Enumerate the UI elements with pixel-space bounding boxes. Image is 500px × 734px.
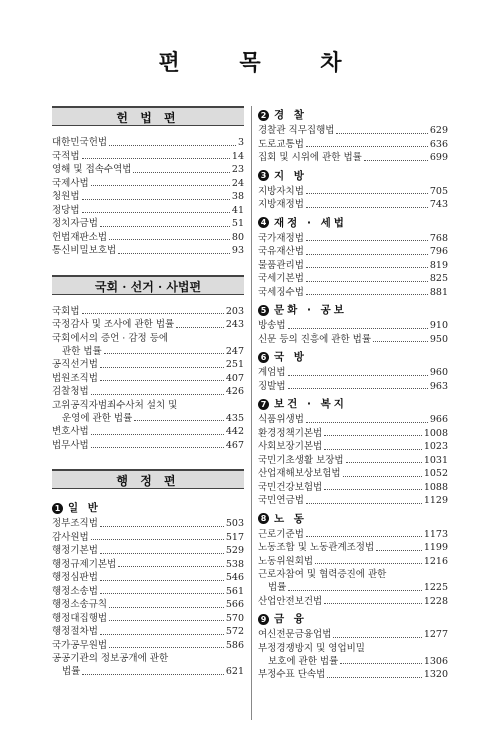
leader-dots xyxy=(134,420,224,421)
page-number: 23 xyxy=(231,164,244,175)
page-title: 편 목 차 xyxy=(158,50,368,76)
toc-entry-title: 도로교통법 xyxy=(258,138,304,150)
page-number: 825 xyxy=(429,273,448,284)
toc-entry-title: 법률 xyxy=(62,666,81,677)
leader-dots xyxy=(100,380,224,381)
toc-column-right xyxy=(258,106,448,684)
toc-entry-title: 보호에 관한 법률 xyxy=(268,655,339,667)
page-number: 435 xyxy=(225,412,244,424)
page-number: 586 xyxy=(225,639,244,651)
leader-dots xyxy=(100,580,224,581)
leader-dots xyxy=(82,199,230,200)
toc-entry-title: 행정기본법 xyxy=(52,545,98,556)
page-number: 1031 xyxy=(423,454,448,466)
toc-entry-title: 노동위원회법 xyxy=(258,555,314,567)
leader-dots xyxy=(109,647,224,648)
toc-list xyxy=(258,413,448,508)
leader-dots xyxy=(133,172,229,173)
toc-entry[interactable] xyxy=(52,150,244,164)
subsection-heading xyxy=(52,499,244,517)
leader-dots xyxy=(109,607,224,608)
leader-dots xyxy=(118,566,224,567)
page-number: 963 xyxy=(429,380,448,392)
toc-entry-title: 행정대집행법 xyxy=(52,612,108,624)
circled-number-icon: 5 xyxy=(258,305,269,316)
page-number: 881 xyxy=(429,286,448,298)
leader-dots xyxy=(306,240,428,241)
page-number: 529 xyxy=(225,545,244,556)
toc-entry-title: 정부조직법 xyxy=(52,518,98,529)
leader-dots xyxy=(100,634,224,635)
toc-entry[interactable] xyxy=(258,272,448,286)
page-number: 1225 xyxy=(423,582,448,593)
toc-entry-title: 지방재정법 xyxy=(258,199,304,210)
page-number: 38 xyxy=(231,191,244,202)
toc-entry-title: 징발법 xyxy=(258,380,286,392)
toc-entry[interactable] xyxy=(258,232,448,246)
toc-entry-title: 지방자치법 xyxy=(258,185,304,197)
leader-dots xyxy=(306,294,428,295)
leader-dots xyxy=(324,489,422,490)
toc-entry[interactable] xyxy=(52,136,244,150)
toc-entry[interactable] xyxy=(258,151,448,165)
page-number: 3 xyxy=(237,137,244,148)
leader-dots xyxy=(306,254,428,255)
leader-dots xyxy=(288,388,428,389)
toc-entry[interactable] xyxy=(52,531,244,545)
toc-entry-title: 노동조합 및 노동관계조정법 xyxy=(258,542,375,553)
toc-entry[interactable] xyxy=(52,204,244,218)
toc-entry-title: 법원조직법 xyxy=(52,372,98,384)
toc-entry[interactable] xyxy=(52,571,244,585)
toc-entry[interactable] xyxy=(52,345,244,359)
leader-dots xyxy=(343,476,422,477)
toc-entry-title: 환경정책기본법 xyxy=(258,427,323,439)
toc-entry-title: 행정소송법 xyxy=(52,585,98,597)
toc-entry-title-line: 부정경쟁방지 및 영업비밀 xyxy=(258,642,365,654)
toc-entry-title-line: 공공기관의 정보공개에 관한 xyxy=(52,653,169,664)
page-number: 1129 xyxy=(423,495,448,506)
leader-dots xyxy=(91,434,224,435)
toc-entry[interactable] xyxy=(52,625,244,639)
subsection-heading xyxy=(258,214,448,232)
toc-entry-title: 청원법 xyxy=(52,191,80,202)
toc-entry-title: 국가공무원법 xyxy=(52,639,108,651)
page-number: 247 xyxy=(225,345,244,357)
page-number: 743 xyxy=(429,199,448,210)
page-number: 1228 xyxy=(423,595,448,607)
toc-list xyxy=(52,517,244,679)
subsection-heading xyxy=(258,106,448,124)
toc-entry[interactable] xyxy=(52,412,244,426)
toc-entry[interactable] xyxy=(52,544,244,558)
section-heading: 행 정 편 xyxy=(52,469,244,489)
toc-entry[interactable] xyxy=(52,177,244,191)
toc-entry-title: 행정심판법 xyxy=(52,572,98,583)
toc-entry[interactable] xyxy=(258,124,448,138)
toc-entry-title: 정당법 xyxy=(52,204,80,216)
page-number: 1199 xyxy=(423,542,448,553)
leader-dots xyxy=(100,367,224,368)
toc-entry[interactable] xyxy=(258,628,448,642)
toc-entry[interactable] xyxy=(258,541,448,555)
toc-entry[interactable] xyxy=(52,385,244,399)
toc-entry[interactable] xyxy=(258,245,448,259)
page-number: 1173 xyxy=(423,528,448,540)
page-number: 1216 xyxy=(423,555,448,567)
toc-entry[interactable] xyxy=(258,138,448,152)
page-number: 950 xyxy=(429,333,448,345)
page-number: 910 xyxy=(429,320,448,331)
toc-entry-title: 국회법 xyxy=(52,305,80,317)
subsection-label: 재정 · 세법 xyxy=(274,216,347,229)
leader-dots xyxy=(104,353,224,354)
page-number: 538 xyxy=(225,558,244,570)
leader-dots xyxy=(306,267,428,268)
toc-entry[interactable] xyxy=(52,558,244,572)
leader-dots xyxy=(306,503,422,504)
toc-entry[interactable] xyxy=(258,528,448,542)
leader-dots xyxy=(315,563,422,564)
subsection-label: 지 방 xyxy=(274,169,307,182)
toc-entry[interactable] xyxy=(258,467,448,481)
subsection-label: 경 찰 xyxy=(274,109,307,121)
page-number: 636 xyxy=(429,138,448,150)
toc-entry-title: 물품관리법 xyxy=(258,259,304,271)
subsection-heading xyxy=(258,167,448,185)
toc-entry[interactable] xyxy=(52,665,244,679)
page-number: 819 xyxy=(429,259,448,271)
leader-dots xyxy=(306,281,428,282)
leader-dots xyxy=(340,663,422,664)
leader-dots xyxy=(91,447,224,448)
circled-number-icon: 8 xyxy=(258,513,269,524)
toc-entry[interactable] xyxy=(258,440,448,454)
leader-dots xyxy=(91,185,230,186)
toc-entry-title: 산업안전보건법 xyxy=(258,595,323,607)
page-number: 705 xyxy=(429,185,448,197)
subsection-heading xyxy=(258,395,448,413)
leader-dots xyxy=(100,526,224,527)
leader-dots xyxy=(327,677,422,678)
toc-entry-title: 국제사법 xyxy=(52,177,89,189)
toc-entry[interactable] xyxy=(258,454,448,468)
page-number: 699 xyxy=(429,152,448,163)
toc-entry[interactable] xyxy=(258,481,448,495)
toc-entry[interactable] xyxy=(258,555,448,569)
leader-dots xyxy=(373,341,428,342)
toc-entry[interactable] xyxy=(258,333,448,347)
toc-entry-title: 경찰관 직무집행법 xyxy=(258,125,335,136)
toc-entry[interactable] xyxy=(258,380,448,394)
circled-number-icon: 7 xyxy=(258,399,269,410)
toc-entry[interactable] xyxy=(258,494,448,508)
toc-entry-title: 행정소송규칙 xyxy=(52,599,108,610)
page-number: 1306 xyxy=(423,655,448,667)
leader-dots xyxy=(306,193,428,194)
leader-dots xyxy=(324,603,422,604)
toc-entry-title: 방송법 xyxy=(258,320,286,331)
page-number: 1008 xyxy=(423,427,448,439)
leader-dots xyxy=(82,313,224,314)
toc-entry-title: 산업재해보상보험법 xyxy=(258,468,341,479)
leader-dots xyxy=(324,435,422,436)
toc-list xyxy=(52,136,244,258)
leader-dots xyxy=(333,637,421,638)
toc-entry[interactable] xyxy=(258,198,448,212)
toc-entry-title: 근로기준법 xyxy=(258,528,304,540)
page-number: 1088 xyxy=(423,481,448,493)
toc-entry-title: 공직선거법 xyxy=(52,359,98,370)
leader-dots xyxy=(306,207,428,208)
toc-entry[interactable] xyxy=(258,286,448,300)
toc-entry[interactable] xyxy=(52,163,244,177)
toc-entry[interactable] xyxy=(52,244,244,258)
leader-dots xyxy=(306,146,428,147)
toc-entry-title: 계엄법 xyxy=(258,367,286,378)
leader-dots xyxy=(176,327,224,328)
page-number: 966 xyxy=(429,414,448,425)
toc-entry[interactable] xyxy=(258,655,448,669)
toc-entry[interactable] xyxy=(52,425,244,439)
toc-entry-title: 국민건강보험법 xyxy=(258,481,323,493)
toc-entry[interactable] xyxy=(52,598,244,612)
toc-list xyxy=(52,305,244,453)
toc-entry[interactable] xyxy=(52,439,244,453)
section-gap xyxy=(52,260,244,275)
toc-entry[interactable] xyxy=(52,231,244,245)
toc-entry[interactable] xyxy=(258,259,448,273)
toc-list xyxy=(258,628,448,682)
toc-list xyxy=(258,366,448,393)
toc-entry[interactable] xyxy=(52,517,244,531)
toc-entry[interactable] xyxy=(52,217,244,231)
leader-dots xyxy=(91,539,224,540)
leader-dots xyxy=(288,375,428,376)
page-number: 1023 xyxy=(423,441,448,452)
toc-entry[interactable] xyxy=(258,427,448,441)
toc-entry-title: 국민기초생활 보장법 xyxy=(258,454,344,466)
toc-entry-title: 검찰청법 xyxy=(52,386,89,397)
page-number: 1320 xyxy=(423,669,448,680)
leader-dots xyxy=(82,674,224,675)
page-number: 1277 xyxy=(423,629,448,640)
page-number: 960 xyxy=(429,367,448,378)
toc-entry-title: 식품위생법 xyxy=(258,414,304,425)
toc-list xyxy=(258,528,448,609)
toc-entry-title: 행정규제기본법 xyxy=(52,558,117,570)
circled-number-icon: 1 xyxy=(52,503,63,514)
toc-entry[interactable] xyxy=(258,413,448,427)
toc-entry-title: 변호사법 xyxy=(52,426,89,437)
page-number: 426 xyxy=(225,386,244,397)
toc-entry-title-line: 근로자참여 및 협력증진에 관한 xyxy=(258,569,387,580)
toc-entry-title: 대한민국헌법 xyxy=(52,137,108,148)
toc-entry-title: 집회 및 시위에 관한 법률 xyxy=(258,152,362,163)
leader-dots xyxy=(109,620,224,621)
toc-list xyxy=(258,232,448,300)
leader-dots xyxy=(376,550,422,551)
page-number: 517 xyxy=(225,531,244,543)
page-number: 442 xyxy=(225,426,244,437)
leader-dots xyxy=(109,145,236,146)
page-number: 570 xyxy=(225,612,244,624)
toc-entry[interactable] xyxy=(258,595,448,609)
toc-entry[interactable] xyxy=(52,190,244,204)
toc-entry-title: 통신비밀보호법 xyxy=(52,245,117,256)
leader-dots xyxy=(91,394,224,395)
toc-entry-title: 여신전문금융업법 xyxy=(258,629,332,640)
toc-entry[interactable] xyxy=(52,612,244,626)
toc-entry[interactable] xyxy=(52,585,244,599)
page-number: 572 xyxy=(225,626,244,637)
leader-dots xyxy=(109,239,230,240)
toc-entry-title: 관한 법률 xyxy=(62,345,102,357)
page-number: 24 xyxy=(231,177,244,189)
toc-entry[interactable] xyxy=(258,668,448,682)
leader-dots xyxy=(288,590,421,591)
toc-entry-title-line: 고위공직자범죄수사처 설치 및 xyxy=(52,399,178,411)
page-number: 503 xyxy=(225,518,244,529)
leader-dots xyxy=(346,462,422,463)
leader-dots xyxy=(364,160,428,161)
toc-entry[interactable] xyxy=(52,372,244,386)
page-number: 51 xyxy=(231,218,244,229)
circled-number-icon: 2 xyxy=(258,110,269,121)
page-number: 243 xyxy=(225,319,244,330)
subsection-label: 노 동 xyxy=(274,512,307,525)
toc-entry-title: 사회보장기본법 xyxy=(258,441,323,452)
page-number: 93 xyxy=(231,245,244,256)
toc-entry-title: 정치자금법 xyxy=(52,218,98,229)
page-number: 203 xyxy=(225,305,244,317)
toc-entry-title: 운영에 관한 법률 xyxy=(62,412,133,424)
toc-entry-title: 국정감사 및 조사에 관한 법률 xyxy=(52,319,175,330)
subsection-heading xyxy=(258,348,448,366)
leader-dots xyxy=(306,536,422,537)
page-number: 467 xyxy=(225,439,244,451)
toc-entry[interactable] xyxy=(258,185,448,199)
circled-number-icon: 9 xyxy=(258,614,269,625)
subsection-heading xyxy=(258,301,448,319)
page-number: 251 xyxy=(225,359,244,370)
toc-entry-title: 행정절차법 xyxy=(52,626,98,637)
subsection-heading xyxy=(258,510,448,528)
subsection-label: 문화 · 공보 xyxy=(274,304,347,316)
leader-dots xyxy=(288,328,428,329)
page-number: 14 xyxy=(231,150,244,162)
toc-entry[interactable] xyxy=(258,581,448,595)
subsection-label: 국 방 xyxy=(274,351,307,363)
toc-entry-title: 신문 등의 진흥에 관한 법률 xyxy=(258,333,372,345)
section-heading: 국회 · 선거 · 사법편 xyxy=(52,275,244,295)
leader-dots xyxy=(82,158,230,159)
page-number: 621 xyxy=(225,666,244,677)
toc-column-left xyxy=(52,106,244,681)
page-number: 796 xyxy=(429,246,448,257)
toc-entry-title: 법률 xyxy=(268,582,287,593)
leader-dots xyxy=(118,253,230,254)
toc-entry-title-line: 국회에서의 증언 · 감정 등에 xyxy=(52,332,169,344)
toc-list xyxy=(258,124,448,165)
toc-entry-title: 국세징수법 xyxy=(258,286,304,298)
page-number: 629 xyxy=(429,125,448,136)
section-gap xyxy=(52,454,244,469)
page-number: 1052 xyxy=(423,468,448,479)
toc-list xyxy=(258,185,448,212)
leader-dots xyxy=(324,449,422,450)
leader-dots xyxy=(100,226,230,227)
toc-entry[interactable] xyxy=(52,318,244,332)
page-number: 561 xyxy=(225,585,244,597)
toc-entry[interactable] xyxy=(258,319,448,333)
toc-entry-title: 국민연금법 xyxy=(258,495,304,506)
page-number: 41 xyxy=(231,204,244,216)
section-heading: 헌 법 편 xyxy=(52,106,244,126)
circled-number-icon: 4 xyxy=(258,217,269,228)
toc-entry[interactable] xyxy=(52,305,244,319)
page-number: 546 xyxy=(225,572,244,583)
toc-entry-title: 국적법 xyxy=(52,150,80,162)
leader-dots xyxy=(306,422,428,423)
toc-entry-title: 헌법재판소법 xyxy=(52,231,108,243)
subsection-label: 보건 · 복지 xyxy=(274,398,347,410)
toc-entry-title: 법무사법 xyxy=(52,439,89,451)
toc-entry[interactable] xyxy=(258,366,448,380)
page-number: 768 xyxy=(429,232,448,244)
subsection-label: 금 융 xyxy=(274,613,307,625)
page-number: 80 xyxy=(231,231,244,243)
toc-entry-title: 영해 및 접속수역법 xyxy=(52,164,132,175)
toc-list xyxy=(258,319,448,346)
toc-entry[interactable] xyxy=(52,358,244,372)
toc-entry-title: 국유재산법 xyxy=(258,246,304,257)
subsection-heading xyxy=(258,610,448,628)
toc-entry-title: 부정수표 단속법 xyxy=(258,669,326,680)
toc-entry-title: 감사원법 xyxy=(52,531,89,543)
leader-dots xyxy=(82,212,230,213)
leader-dots xyxy=(336,133,427,134)
page-number: 566 xyxy=(225,599,244,610)
toc-entry-title: 국가재정법 xyxy=(258,232,304,244)
page-number: 407 xyxy=(225,372,244,384)
toc-entry[interactable] xyxy=(52,639,244,653)
circled-number-icon: 3 xyxy=(258,170,269,181)
column-divider xyxy=(251,106,252,720)
toc-entry-title: 국세기본법 xyxy=(258,273,304,284)
leader-dots xyxy=(100,593,224,594)
subsection-label: 일 반 xyxy=(68,502,101,514)
leader-dots xyxy=(100,553,224,554)
circled-number-icon: 6 xyxy=(258,352,269,363)
